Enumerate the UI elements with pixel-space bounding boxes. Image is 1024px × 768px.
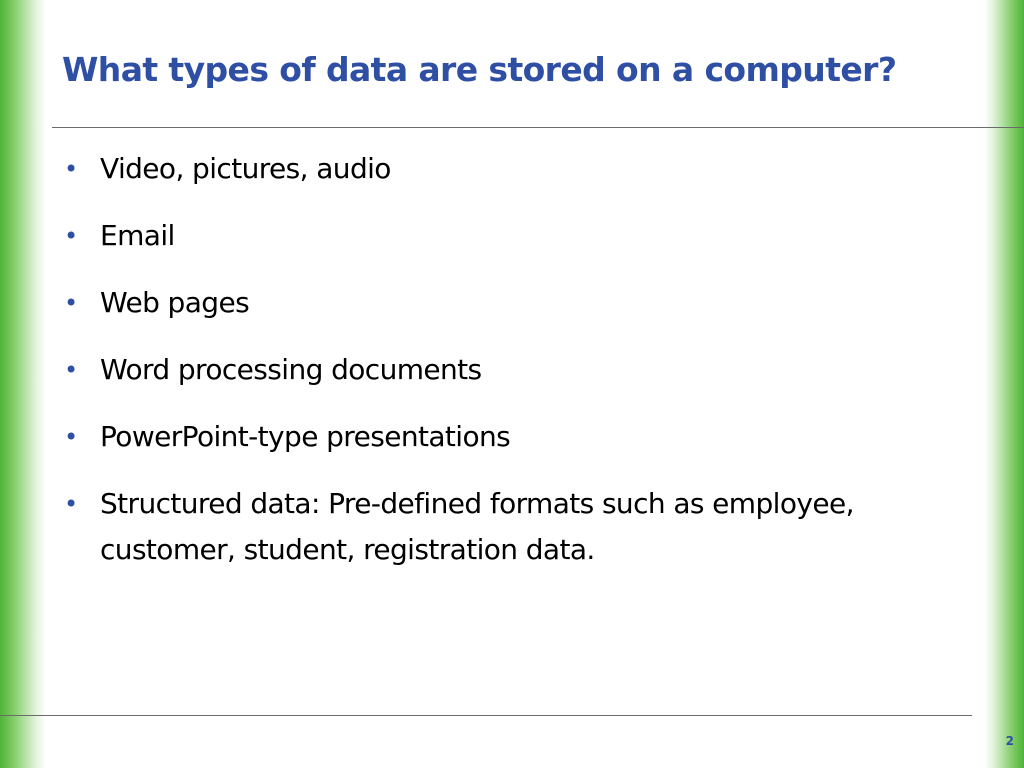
bullet-item <box>62 213 962 259</box>
bullet-text: Email <box>100 219 175 252</box>
bullet-text: Word processing documents <box>100 353 482 386</box>
bullet-icon: • <box>64 155 78 183</box>
bullet-text: Structured data: Pre-defined formats such as employee, customer, student, registration data. <box>100 487 854 566</box>
footer-divider <box>0 715 972 716</box>
bullet-icon: • <box>64 356 78 384</box>
bullet-item <box>62 414 962 460</box>
bullet-icon: • <box>64 222 78 250</box>
bullet-icon: • <box>64 289 78 317</box>
bullet-item <box>62 146 962 192</box>
bullet-icon: • <box>64 490 78 518</box>
bullet-icon: • <box>64 423 78 451</box>
bullet-text: Web pages <box>100 286 250 319</box>
bullet-list <box>62 146 962 594</box>
bullet-item <box>62 481 962 573</box>
right-green-band <box>984 0 1024 768</box>
bullet-text: Video, pictures, audio <box>100 152 391 185</box>
bullet-item <box>62 280 962 326</box>
bullet-text: PowerPoint-type presentations <box>100 420 511 453</box>
slide-title: What types of data are stored on a computer? <box>62 50 897 89</box>
bullet-item <box>62 347 962 393</box>
title-divider <box>52 127 1024 128</box>
page-number: 2 <box>1005 734 1014 748</box>
left-green-band <box>0 0 46 768</box>
